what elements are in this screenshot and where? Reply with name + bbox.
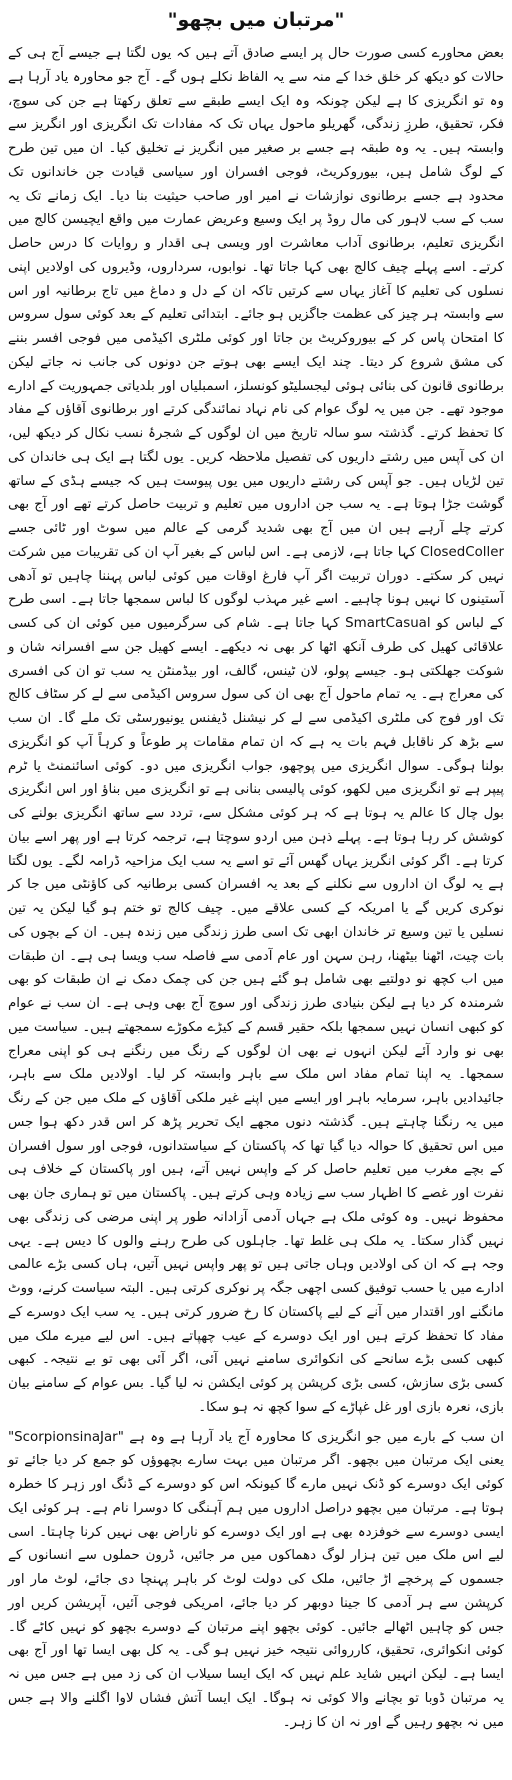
article-title: "مرتبان میں بچھو" (167, 9, 345, 31)
article-paragraph-2: ان سب کے بارے میں جو انگریزی کا محاورہ آج یاد آرہا ہے وہ ہے "ScorpionsinaJar" یعنی ایک مرتبان میں بچھو۔ اگر مرتبان میں بہت سارے بچھوؤں کو جمع کر دیا جائے تو کوئی ایک دوسرے کو ڈنک نہیں مارے گا کیونکہ اس کو دوسرے کے ڈنگ اور زہر کا خطرہ ہوتا ہے۔ مرتبان میں بچھو دراصل اداروں میں ہم آہنگی کا دوسرا نام ہے۔ ہر کوئی ایک ایسی دوسرے سے خوفزدہ بھی ہے اور ایک دوسرے کو ناراض بھی نہیں کرنا چاہتا۔ اسی لیے اس ملک میں تین ہزار لوگ دھماکوں میں مر جائیں، ڈرون حملوں سے انسانوں کے جسموں کے پرخچے اڑ جائیں، ملک کی دولت لوٹ کر باہر پہنچا دی جائے، لوٹ مار اور کرپشن سے ہر آدمی کا جینا دوبھر کر دیا جائے، امریکی فوجی آئیں، آپریشن کریں اور جس کو چاہیں اٹھالے جائیں۔ کوئی بچھو اپنے مرتبان کے دوسرے بچھو کو نہیں کاٹے گا۔ کوئی انکوائری، تحقیق، کارروائی نتیجہ خیز نہیں ہو گی۔ یہ کل بھی ایسا تھا اور آج بھی ایسا ہے۔ لیکن انہیں شاید علم نہیں کہ ایک ایسا سیلاب ان کی زد میں ہے جس میں نہ یہ مرتبان ڈوبا تو بچانے والا کوئی نہ ہوگا۔ ایک ایسا آتش فشاں لاوا اگلنے والا ہے جس میں نہ بچھو رہیں گے اور نہ ان کا زہر۔ (8, 1429, 504, 1730)
article-paragraph-1: بعض محاورے کسی صورت حال پر ایسے صادق آتے ہیں کہ یوں لگتا ہے جیسے آج ہی کے حالات کو دیکھ کر خلق خدا کے منہ سے یہ الفاظ نکلے ہوں گے۔ آج جو محاورہ یاد آرہا ہے وہ تو انگریزی کا ہے لیکن چونکہ وہ ایک ایسے طبقے سے تعلق رکھتا ہے جن کی سوچ، فکر، تحقیق، طرزِ زندگی، گھریلو ماحول یہاں تک کہ مفادات تک انگریزی اور انگریز سے وابستہ ہیں۔ یہ وہ طبقہ ہے جسے بر صغیر میں انگریز نے تخلیق کیا۔ ان میں تین طرح کے لوگ شامل ہیں، بیوروکریٹ، فوجی افسران اور سیاسی قیادت جن خاندانوں تک محدود ہے جسے برطانوی نوازشات نے امیر اور صاحب حیثیت بنا دیا۔ ایک زمانے تک یہ سب کے سب لاہور کی مال روڈ پر ایک وسیع وعریض عمارت میں واقع ایچیسن کالج میں انگریزی تعلیم، برطانوی آداب معاشرت اور ویسی ہی اقدار و روایات کا درس حاصل کرتے۔ اسے پہلے چیف کالج بھی کہا جاتا تھا۔ نوابوں، سرداروں، وڈیروں کی اولادیں اپنی نسلوں کی تعلیم کا آغاز یہاں سے کرتیں تاکہ ان کے دل و دماغ میں تاج برطانیہ اور اس سے وابستہ ہر چیز کی عظمت جاگزیں ہو جائے۔ ابتدائی تعلیم کے بعد کوئی سول سروس کا امتحان پاس کر کے بیوروکریٹ بن جاتا اور کوئی ملٹری اکیڈمی میں فوجی افسر بننے کی مشق شروع کر دیتا۔ چند ایک ایسے بھی ہوتے جن دونوں کی جانب نہ جاتے لیکن برطانوی قانون کی بنائی ہوئی لیجسلیٹو کونسلز، اسمبلیاں اور بلدیاتی جمہوریت کے ادارے موجود تھے۔ جن میں یہ لوگ عوام کی نام نہاد نمائندگی کرتے اور برطانوی آقاؤں کے مفاد کا تحفظ کرتے۔ گذشتہ سو سالہ تاریخ میں ان لوگوں کے شجرۂ نسب نکال کر دیکھ لیں، ان کی آپس میں رشتے داریوں کی تفصیل ملاحظہ کریں۔ یوں لگتا ہے ایک ہی خاندان کی تین لڑیاں ہیں۔ جو آپس کی رشتے داریوں میں یوں پیوست ہیں کہ جیسے ہڈی کے ساتھ گوشت جڑا ہوتا ہے۔ یہ سب جن اداروں میں تعلیم و تربیت حاصل کرتے تھے اور آج بھی کرتے چلے آرہے ہیں ان میں آج بھی شدید گرمی کے عالم میں سوٹ اور ٹائی جسے ClosedColler کہا جاتا ہے، لازمی ہے۔ اس لباس کے بغیر آپ ان کی تقریبات میں شرکت نہیں کر سکتے۔ دوران تربیت اگر آپ فارغ اوقات میں کوئی لباس پہننا چاہیں تو آدھی آستینوں کا نہیں ہونا چاہیے۔ اسے غیر مہذب لوگوں کا لباس سمجھا جاتا ہے۔ اسی طرح کے لباس کو SmartCasual کہا جاتا ہے۔ شام کی سرگرمیوں میں کوئی ان کی کسی علاقائی کھیل کی طرف آنکھ اٹھا کر بھی نہ دیکھے۔ ایسے کھیل جن سے افسرانہ شان و شوکت جھلکتی ہو۔ جیسے پولو، لان ٹینس، گالف، اور بیڈمنٹن یہ سب تو ان کی افسری کی معراج ہے۔ یہ تمام ماحول آج بھی ان کی سول سروس اکیڈمی سے لے کر سٹاف کالج تک اور فوج کی ملٹری اکیڈمی سے لے کر نیشنل ڈیفنس یونیورسٹی تک ملے گا۔ ان سب سے بڑھ کر ناقابل فہم بات یہ ہے کہ ان تمام مقامات پر طوعاً و کرہاً آپ کو انگریزی بولنا ہوگی۔ سوال انگریزی میں پوچھو، جواب انگریزی میں دو۔ کوئی اسائنمنٹ یا ٹرم پیپر ہے تو انگریزی میں لکھو، کوئی پالیسی بنانی ہے تو انگریزی میں بناؤ اور اس انگریزی بول چال کا عالم یہ ہوتا ہے کہ ہر کوئی مشکل سے، تردد سے ساتھ انگریزی بولنے کی کوشش کر رہا ہوتا ہے۔ پہلے ذہن میں اردو سوچتا ہے، ترجمہ کرتا ہے اور پھر اسے بیان کرتا ہے۔ اگر کوئی انگریز یہاں گھس آئے تو اسے یہ سب ایک مزاحیہ ڈرامہ لگے۔ یوں لگتا ہے یہ لوگ ان اداروں سے نکلنے کے بعد یہ افسران کسی برطانیہ کی کاؤنٹی میں جا کر نوکری کریں گے یا امریکہ کے کسی علاقے میں۔ چیف کالج تو ختم ہو گیا لیکن یہ تین نسلیں یا تین وسیع تر خاندان ابھی تک اسی طرز زندگی میں زندہ ہیں۔ ان کے بچوں کی بات چیت، اٹھنا بیٹھنا، رہن سہن اور عام آدمی سے فاصلہ سب ویسا ہی ہے۔ ان طبقات میں اب کچھ نو دولتیے بھی شامل ہو گئے ہیں جن کی چمک دمک نے ان طبقات کو بھی شرمندہ کر دیا ہے لیکن بنیادی طرز زندگی اور سوچ آج بھی وہی ہے۔ ان سب نے عوام کو کبھی انسان نہیں سمجھا بلکہ حقیر قسم کے کیڑے مکوڑے سمجھتے ہیں۔ سیاست میں بھی نو وارد آئے لیکن انہوں نے بھی ان لوگوں کے رنگ میں رنگنے ہی کو اپنی معراج سمجھا۔ یہ اپنا تمام مفاد اس ملک سے باہر وابستہ کر لیا۔ اولادیں ملک سے باہر، جائیدادیں باہر، سرمایہ باہر اور ایسے میں اپنے غیر ملکی آقاؤں کے ملک میں جن کے رنگ میں یہ رنگنا چاہتے ہیں۔ گذشتہ دنوں مجھے ایک تحریر پڑھ کر اس قدر دکھ ہوا جس میں اس تحقیق کا حوالہ دیا گیا تھا کہ پاکستان کے سیاستدانوں، فوجی اور سول افسران کے بچے مغرب میں تعلیم حاصل کر کے واپس نہیں آتے، ہیں اور پاکستان کے خلاف ہی نفرت اور غصے کا اظہار سب سے زیادہ وہی کرتے ہیں۔ پاکستان میں تو ہماری جان بھی محفوظ نہیں۔ وہ کوئی ملک ہے جہاں آدمی آزادانہ طور پر اپنی مرضی کی زندگی بھی نہیں گذار سکتا۔ یہ ملک ہی غلط تھا۔ جاہلوں کی طرح رہنے والوں کا دیس ہے۔ یہی وجہ ہے کہ ان کی اولادیں وہاں جاتی ہیں تو پھر واپس نہیں آتیں، ہاں کسی بڑے عالمی ادارے میں یا حسب توفیق کسی اچھی جگہ پر نوکری کرتی ہیں۔ البتہ سیاست کرنے، ووٹ مانگنے اور اقتدار میں آنے کے لیے پاکستان کا رخ ضرور کرتی ہیں۔ یہ سب ایک دوسرے کے مفاد کا تحفظ کرتے ہیں اور ایک دوسرے کے عیب چھپاتے ہیں۔ اس لیے میرے ملک میں کبھی کسی بڑے سانحے کی انکوائری سامنے نہیں آئی، اگر آئی بھی تو بے نتیجہ۔ کبھی کسی بڑی سازش، کسی بڑی کرپشن پر کوئی ایکشن نہ لیا گیا۔ بس عوام کے سامنے بیان بازی، نعرہ بازی اور غل غپاڑے کے سوا کچھ نہ ہو سکا۔ (8, 46, 504, 1415)
article-body (8, 42, 504, 1734)
